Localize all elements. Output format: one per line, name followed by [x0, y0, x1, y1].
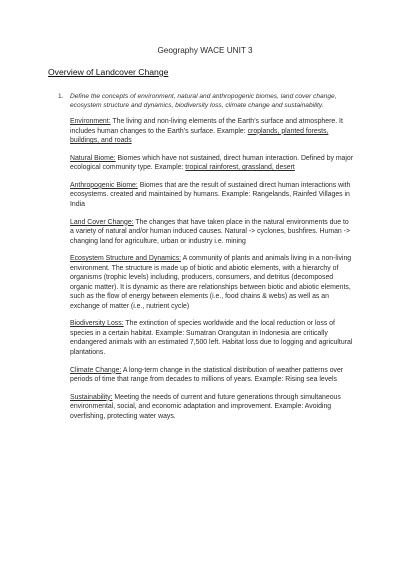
definition-term: Environment:: [70, 118, 111, 125]
definition-body: The extinction of species worldwide and the local reduction or loss of species in a certain habitat. Example: Sumatran Orangutan in Indonesia are critically endangered animals with an estimated 7,500 left. Habitat loss due to logging and agricultural plantations.: [70, 320, 353, 356]
definition-land-cover-change: [70, 218, 354, 247]
definition-biodiversity-loss: [70, 319, 354, 357]
definition-term: Ecosystem Structure and Dynamics:: [70, 255, 182, 263]
definition-term: Anthropogenic Biome:: [70, 181, 138, 189]
definition-body: Meeting the needs of current and future generations through simultaneous environmental, social, and economic adaptation and improvement. Example: Avoiding overfishing, protecting water ways.: [70, 393, 341, 420]
definition-body: Biomes that are the result of sustained direct human interactions with ecosystems. created and maintained by humans. Example: Rangelands, Rainfed Villages in India: [70, 181, 351, 208]
question-text: Define the concepts of environment, natural and anthropogenic biomes, land cover change, ecosystem structure and dynamics, biodiversity loss, climate change and sustainability.: [70, 93, 337, 109]
definition-body: A community of plants and animals living in a non-living environment. The structure is made up of biotic and abiotic elements, with a hierarchy of organisms (trophic levels) including, producers, consumers, and detritus (decomposed organic matter). It is dynamic as there are relationships between biotic and abiotic elements, such as the flow of energy between elements (i.e., food chains & webs) as well as an exchange of matter (i.e., nutrient cycle): [70, 255, 352, 310]
definition-term: Climate Change:: [70, 366, 122, 374]
definition-natural-biome: [70, 154, 354, 173]
definitions-list: [70, 117, 354, 421]
definition-example: croplands, planted forests, buildings, and roads: [70, 127, 329, 144]
definition-body: The changes that have taken place in the natural environments due to a variety of natural and/or human induced causes. Natural -> cyclones, bushfires. Human -> changing land for agriculture, urban or industry i.e. mining: [70, 218, 350, 245]
question-number: 1.: [58, 93, 64, 100]
section-heading: Overview of Landcover Change: [48, 67, 169, 77]
definition-example: tropical rainforest, grassland, desert: [185, 164, 295, 172]
definition-term: Land Cover Change:: [70, 218, 134, 226]
definition-term: Sustainability:: [70, 393, 113, 401]
definition-term: Natural Biome:: [70, 154, 116, 162]
definition-environment: [70, 117, 354, 146]
definition-climate-change: [70, 366, 354, 385]
definition-body: A long-term change in the statistical distribution of weather patterns over periods of time that range from decades to millions of years. Example: Rising sea levels: [70, 366, 344, 384]
definition-ecosystem-structure: [70, 254, 354, 311]
definition-body: Biomes which have not sustained, direct human interaction. Defined by major ecological community type. Example:: [70, 154, 354, 172]
question-item: [50, 92, 360, 110]
document-title: Geography WACE UNIT 3: [157, 46, 253, 55]
definition-body: The living and non-living elements of the Earth’s surface and atmosphere. It includes human changes to the Earth’s surface. Example:: [70, 118, 343, 135]
definition-anthropogenic-biome: [70, 181, 354, 210]
definition-sustainability: [70, 393, 354, 422]
definition-term: Biodiversity Loss:: [70, 320, 124, 328]
